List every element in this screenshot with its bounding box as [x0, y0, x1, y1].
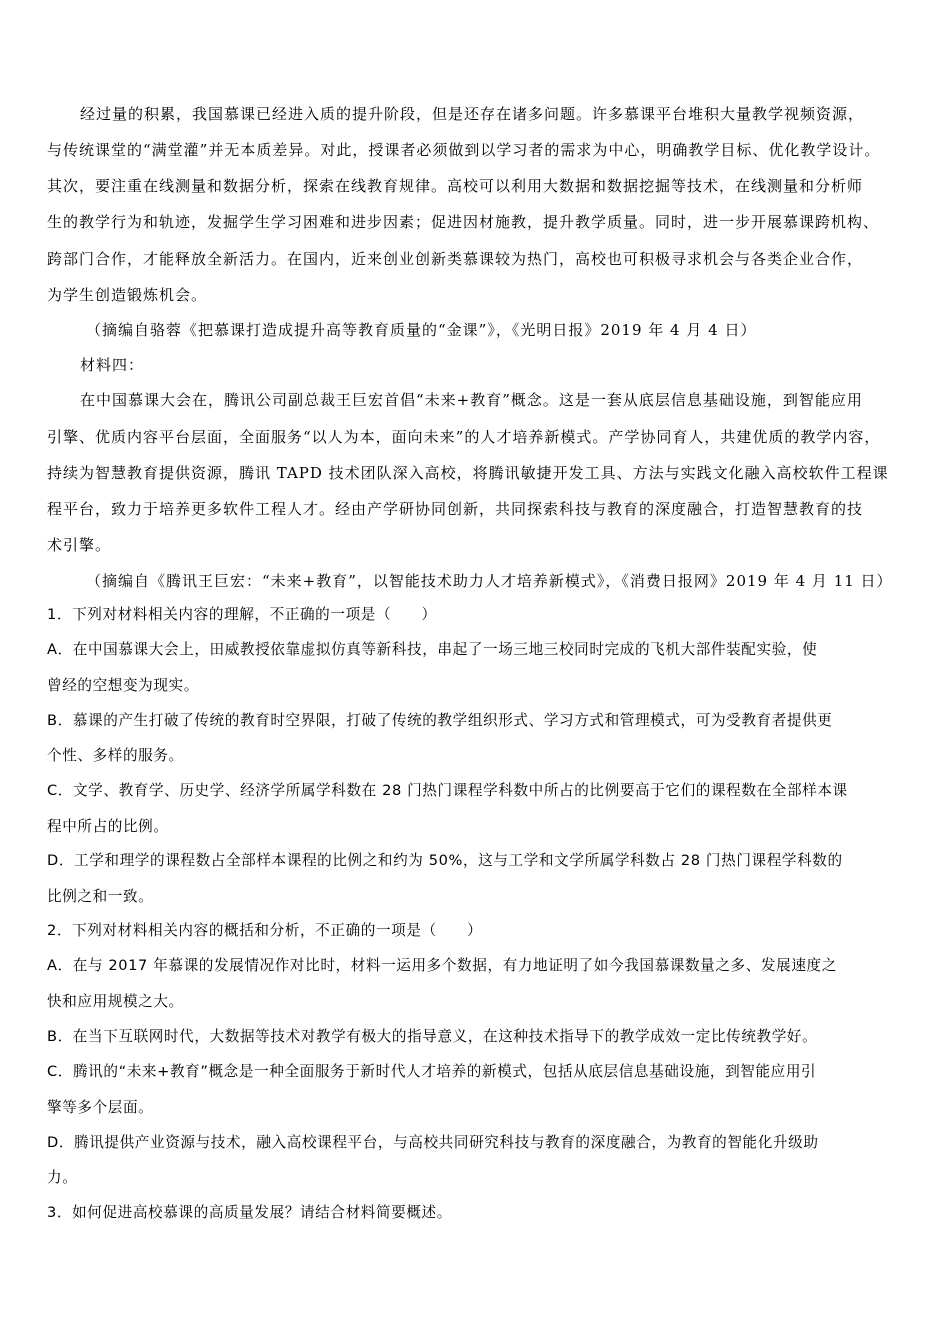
paragraph-line: 生的教学行为和轨迹，发掘学生学习困难和进步因素；促进因材施教，提升教学质量。同时，进一步开展慕课跨机构、: [47, 213, 880, 231]
option-d: D．工学和理学的课程数占全部样本课程的比例之和约为 50%，这与工学和文学所属学科数占 28 门热门课程学科数的: [47, 852, 843, 869]
paragraph-line: 为学生创造锻炼机会。: [47, 286, 208, 304]
paragraph-line: 持续为智慧教育提供资源，腾讯 TAPD 技术团队深入高校，将腾讯敏捷开发工具、方法与实践文化融入高校软件工程课: [47, 464, 889, 482]
question-stem: 2．下列对材料相关内容的概括和分析，不正确的一项是（ ）: [47, 922, 483, 939]
paragraph-line: 术引擎。: [47, 536, 112, 554]
option-c: C．文学、教育学、历史学、经济学所属学科数在 28 门热门课程学科数中所占的比例要高于它们的课程数在全部样本课: [47, 782, 848, 799]
paragraph-line: 与传统课堂的“满堂灌”并无本质差异。对此，授课者必须做到以学习者的需求为中心，明确教学目标、优化教学设计。: [47, 141, 881, 159]
option-a: A．在与 2017 年慕课的发展情况作对比时，材料一运用多个数据，有力地证明了如今我国慕课数量之多、发展速度之: [47, 957, 837, 974]
option-b: B．慕课的产生打破了传统的教育时空界限，打破了传统的教学组织形式、学习方式和管理模式，可为受教育者提供更: [47, 712, 833, 729]
option-c-continued: 擎等多个层面。: [47, 1099, 154, 1116]
option-b: B．在当下互联网时代，大数据等技术对教学有极大的指导意义，在这种技术指导下的教学成效一定比传统教学好。: [47, 1028, 818, 1045]
source-citation: （摘编自《腾讯王巨宏：“未来+教育”，以智能技术助力人才培养新模式》，《消费日报网》2019 年 4 月 11 日）: [86, 572, 893, 590]
option-a: A．在中国慕课大会上，田威教授依靠虚拟仿真等新科技，串起了一场三地三校同时完成的飞机大部件装配实验，使: [47, 641, 818, 658]
option-c-continued: 程中所占的比例。: [47, 818, 169, 835]
option-b-continued: 个性、多样的服务。: [47, 747, 184, 764]
paragraph-line: 跨部门合作，才能释放全新活力。在国内，近来创业创新类慕课较为热门，高校也可积极寻求机会与各类企业合作，: [47, 250, 864, 268]
option-d-continued: 力。: [47, 1169, 78, 1186]
paragraph-line: 其次，要注重在线测量和数据分析，探索在线教育规律。高校可以利用大数据和数据挖掘等技术，在线测量和分析师: [47, 177, 864, 195]
option-d-continued: 比例之和一致。: [47, 888, 154, 905]
paragraph-line: 程平台，致力于培养更多软件工程人才。经由产学研协同创新，共同探索科技与教育的深度融合，打造智慧教育的技: [47, 500, 864, 518]
section-heading: 材料四：: [80, 356, 145, 374]
source-citation: （摘编自骆蓉《把慕课打造成提升高等教育质量的“金课”》，《光明日报》2019 年 4 月 4 日）: [86, 321, 757, 339]
question-stem: 1．下列对材料相关内容的理解，不正确的一项是（ ）: [47, 606, 437, 623]
option-d: D．腾讯提供产业资源与技术，融入高校课程平台，与高校共同研究科技与教育的深度融合，为教育的智能化升级助: [47, 1134, 819, 1151]
paragraph-line: 引擎、优质内容平台层面，全面服务“以人为本，面向未来”的人才培养新模式。产学协同育人，共建优质的教学内容，: [47, 428, 881, 446]
option-a-continued: 曾经的空想变为现实。: [47, 677, 199, 694]
question-stem: 3．如何促进高校慕课的高质量发展？请结合材料简要概述。: [47, 1204, 452, 1221]
paragraph-line: 经过量的积累，我国慕课已经进入质的提升阶段，但是还存在诸多问题。许多慕课平台堆积大量教学视频资源，: [80, 105, 865, 123]
option-a-continued: 快和应用规模之大。: [47, 993, 184, 1010]
option-c: C．腾讯的“未来+教育”概念是一种全面服务于新时代人才培养的新模式，包括从底层信息基础设施，到智能应用引: [47, 1063, 817, 1080]
paragraph-line: 在中国慕课大会在，腾讯公司副总裁王巨宏首倡“未来+教育”概念。这是一套从底层信息基础设施，到智能应用: [80, 391, 863, 409]
